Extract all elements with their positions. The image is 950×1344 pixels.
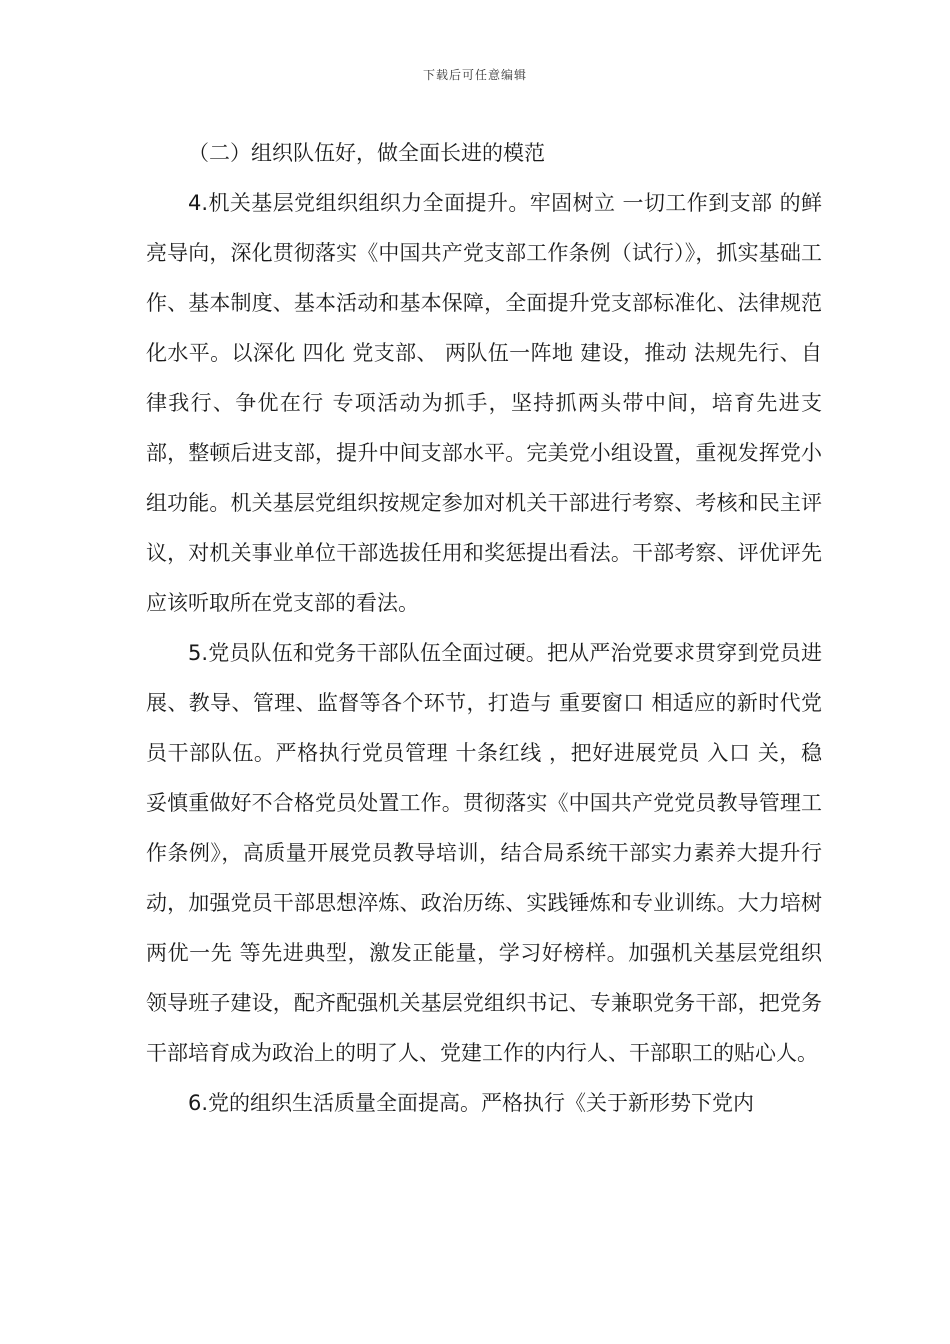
page-header: 下载后可任意编辑 — [422, 68, 527, 82]
paragraph-4: 4.机关基层党组织组织力全面提升。牢固树立 一切工作到支部 的鲜亮导向，深化贯彻落实《中国共产党支部工作条例（试行）》，抓实基础工作、基本制度、基本活动和基本保障，全面提升党支部标准化、法律规范化水平。以深化 四化 党支部、 两队伍一阵地 建设，推动 法规先行、自律我行、争优在行 专项活动为抓手，坚持抓两头带中间，培育先进支部，整顿后进支部，提升中间支部水平。完美党小组设置，重视发挥党小组功能。机关基层党组织按规定参加对机关干部进行考察、考核和民主评议，对机关事业单位干部选拔任用和奖惩提出看法。干部考察、评优评先应该听取所在党支部的看法。 — [146, 191, 822, 615]
document-body — [146, 128, 822, 1128]
paragraph-5: 5.党员队伍和党务干部队伍全面过硬。把从严治党要求贯穿到党员进展、教导、管理、监督等各个环节，打造与 重要窗口 相适应的新时代党员干部队伍。严格执行党员管理 十条红线 ，把好进展党员 入口 关，稳妥慎重做好不合格党员处置工作。贯彻落实《中国共产党党员教导管理工作条例》，高质量开展党员教导培训，结合局系统干部实力素养大提升行动，加强党员干部思想淬炼、政治历练、实践锤炼和专业训练。大力培树 两优一先 等先进典型，激发正能量，学习好榜样。加强机关基层党组织领导班子建设，配齐配强机关基层党组织书记、专兼职党务干部，把党务干部培育成为政治上的明了人、党建工作的内行人、干部职工的贴心人。 — [146, 641, 822, 1065]
paragraph-6: 6.党的组织生活质量全面提高。严格执行《关于新形势下党内 — [188, 1091, 755, 1115]
section-heading: （二）组织队伍好，做全面长进的模范 — [188, 141, 545, 165]
